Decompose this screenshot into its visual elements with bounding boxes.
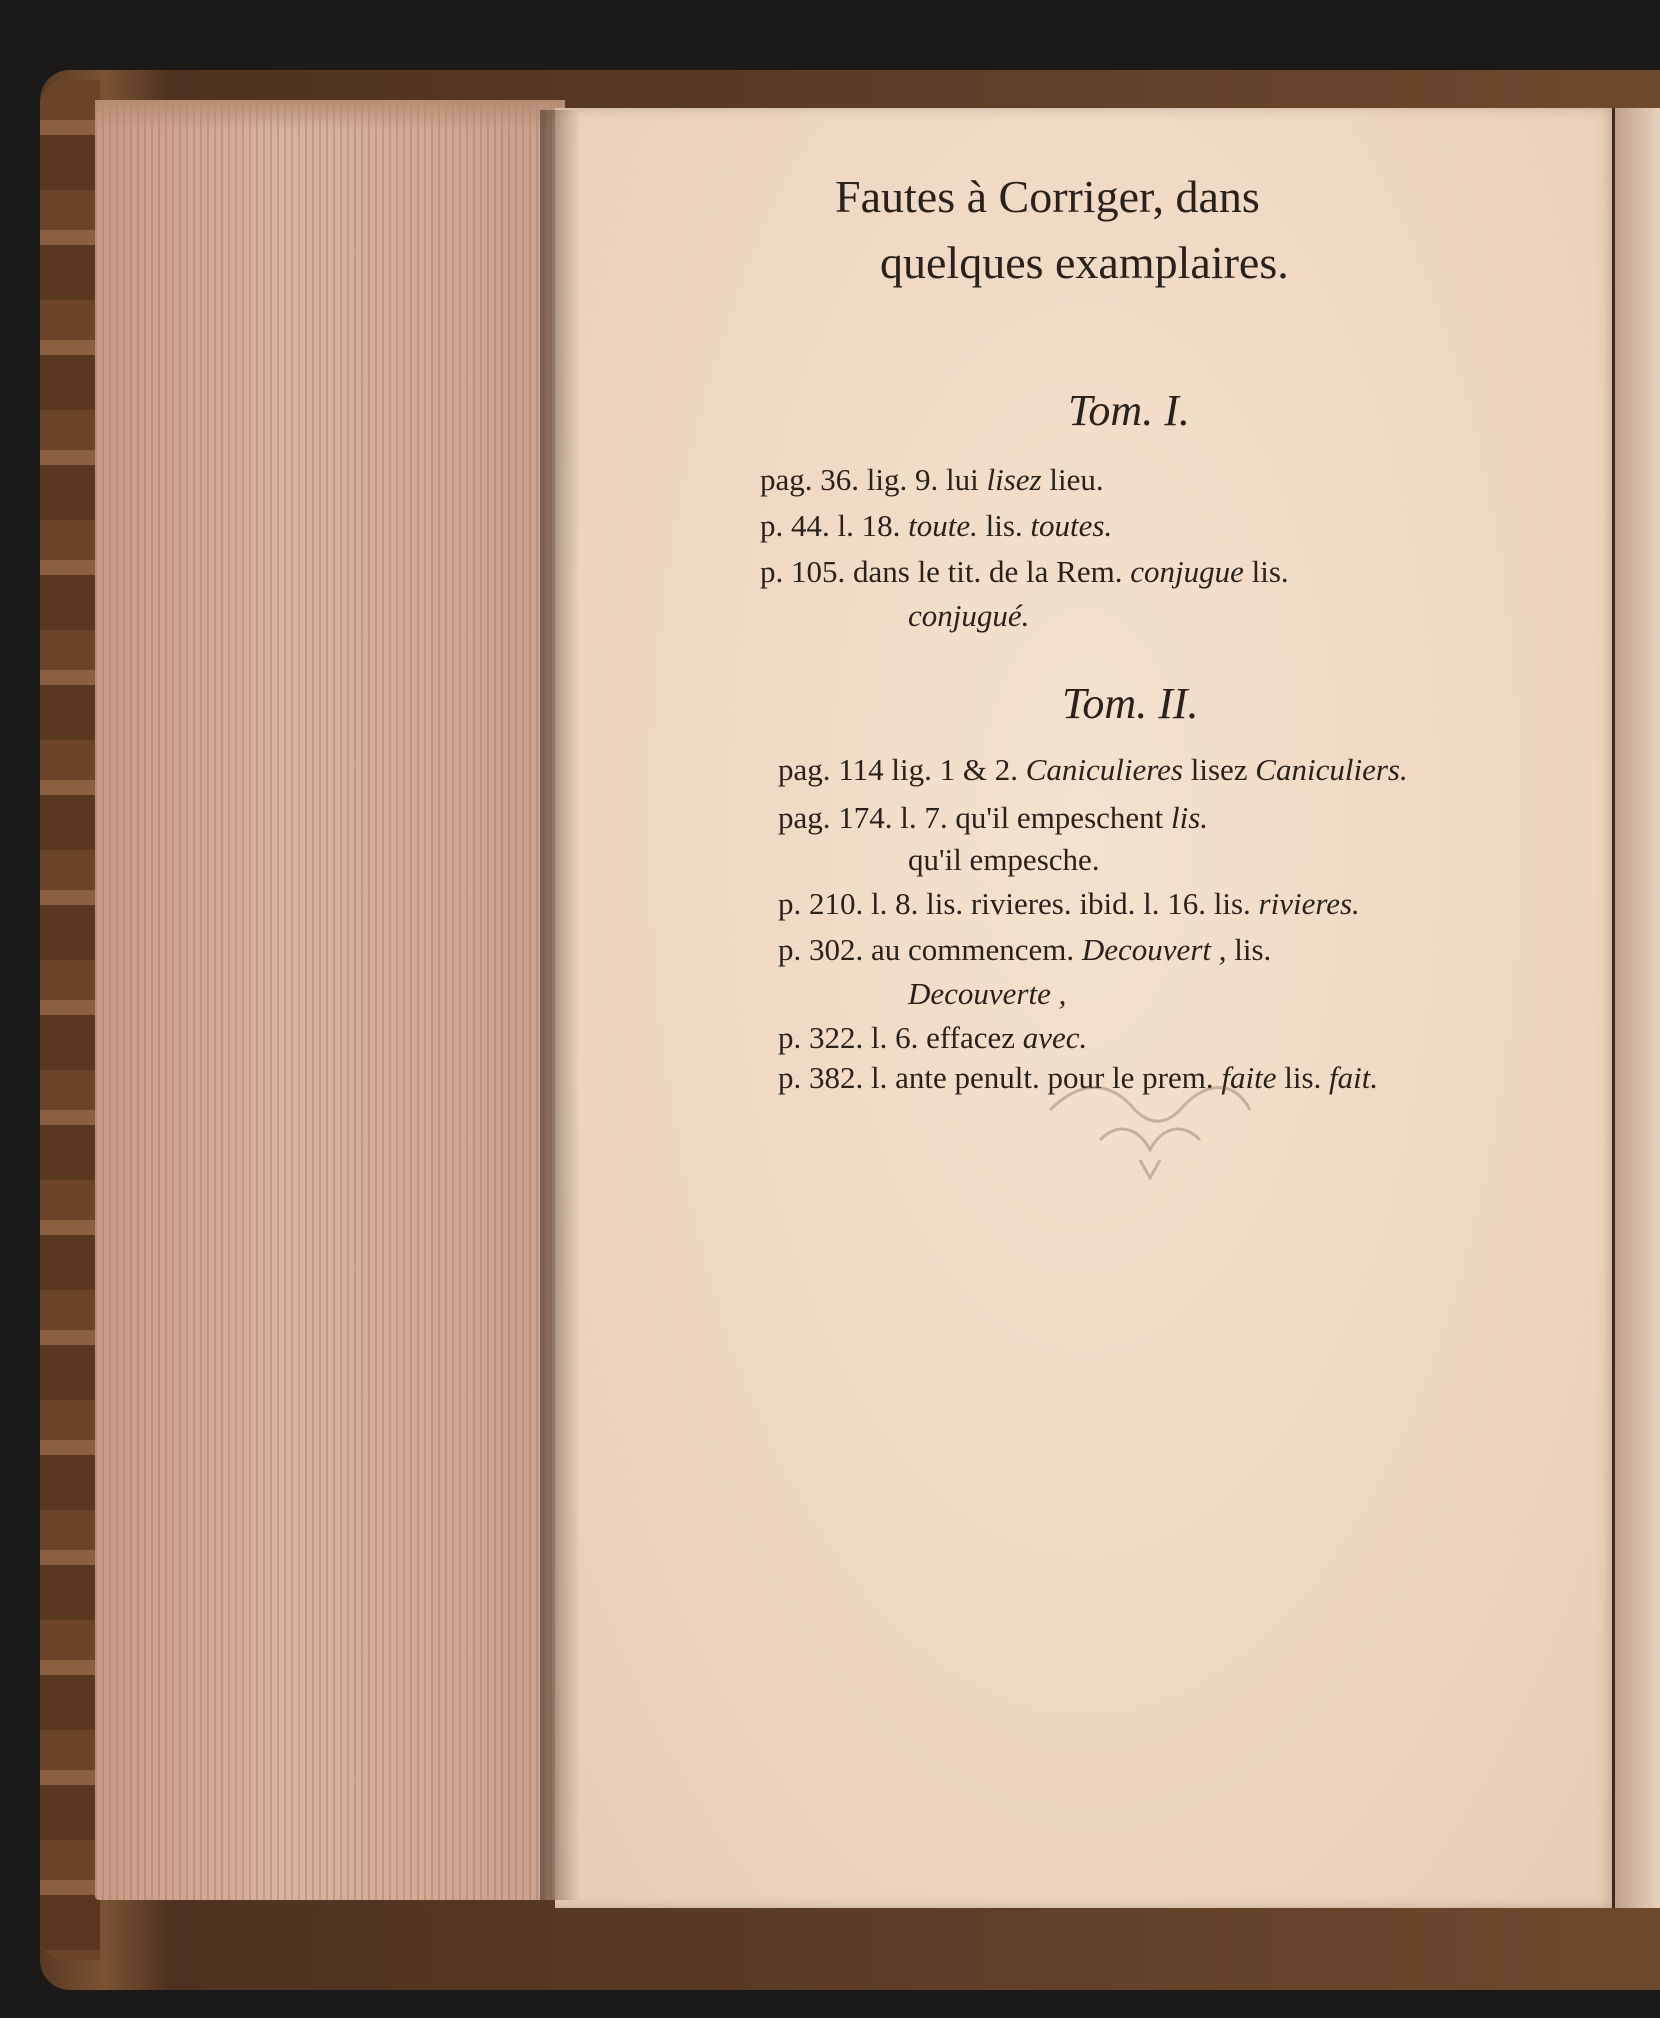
erratum-lisez: lisez: [986, 462, 1042, 497]
erratum-entry: [778, 1020, 1087, 1056]
erratum-error: toute.: [908, 508, 978, 543]
erratum-ref: p. 210. l. 8.: [778, 886, 919, 921]
erratum-entry: [760, 508, 1112, 544]
erratum-fix: conjugué.: [908, 598, 1030, 633]
errata-page: [555, 108, 1615, 1908]
erratum-entry: [760, 554, 1289, 590]
erratum-fix: Caniculiers.: [1255, 752, 1408, 787]
erratum-lisez: lis.: [1213, 886, 1251, 921]
heading-line-1: Fautes à Corriger, dans: [835, 171, 1260, 222]
erratum-error: effacez: [926, 1020, 1016, 1055]
erratum-error: conjugue: [1130, 554, 1244, 589]
erratum-ref: pag. 174. l. 7.: [778, 800, 948, 835]
erratum-fix: qu'il empesche.: [908, 842, 1100, 877]
heading-line-2: quelques examplaires.: [880, 237, 1289, 288]
erratum-lisez: lis.: [1251, 554, 1289, 589]
facing-page-edge: [1612, 108, 1660, 1908]
erratum-ref: p. 382. l. ante penult. pour le prem.: [778, 1060, 1214, 1095]
erratum-fix: rivieres.: [1258, 886, 1360, 921]
erratum-error: qu'il empeschent: [955, 800, 1164, 835]
erratum-lisez: lis.: [985, 508, 1023, 543]
erratum-continuation: [908, 842, 1100, 878]
erratum-entry: [760, 462, 1104, 498]
erratum-continuation: [908, 598, 1029, 634]
erratum-ref: p. 302. au commencem.: [778, 932, 1075, 967]
erratum-error: lis. rivieres. ibid. l. 16.: [926, 886, 1206, 921]
erratum-error: Decouvert ,: [1081, 932, 1227, 967]
spine: [40, 80, 100, 1960]
erratum-lisez: lisez: [1190, 752, 1248, 787]
ornament-icon: [1040, 1070, 1260, 1180]
erratum-error: lui: [946, 462, 979, 497]
erratum-ref: pag. 36. lig. 9.: [760, 462, 939, 497]
erratum-error: faite: [1221, 1060, 1277, 1095]
erratum-entry: [778, 932, 1271, 968]
erratum-fix: lieu.: [1049, 462, 1104, 497]
page-block-shadow: [95, 100, 565, 130]
erratum-entry: [778, 886, 1360, 922]
erratum-entry: [778, 752, 1408, 788]
erratum-lisez: lis.: [1284, 1060, 1322, 1095]
tome-1-label: Tom. I.: [1068, 386, 1190, 435]
erratum-ref: p. 44. l. 18.: [760, 508, 901, 543]
erratum-fix: toutes.: [1030, 508, 1113, 543]
erratum-entry: [778, 800, 1208, 836]
erratum-ref: p. 105. dans le tit. de la Rem.: [760, 554, 1123, 589]
tome-2-label: Tom. II.: [1062, 679, 1199, 728]
erratum-ref: pag. 114 lig. 1 & 2.: [778, 752, 1018, 787]
erratum-fix: Decouverte ,: [908, 976, 1067, 1011]
erratum-error: Caniculieres: [1025, 752, 1183, 787]
erratum-ref: p. 322. l. 6.: [778, 1020, 919, 1055]
erratum-fix: fait.: [1329, 1060, 1379, 1095]
erratum-fix: avec.: [1022, 1020, 1088, 1055]
erratum-lisez: lis.: [1234, 932, 1272, 967]
erratum-lisez: lis.: [1171, 800, 1209, 835]
gutter-shadow: [540, 110, 580, 1900]
erratum-continuation: [908, 976, 1066, 1012]
page-block-fore-edge: [95, 100, 565, 1900]
